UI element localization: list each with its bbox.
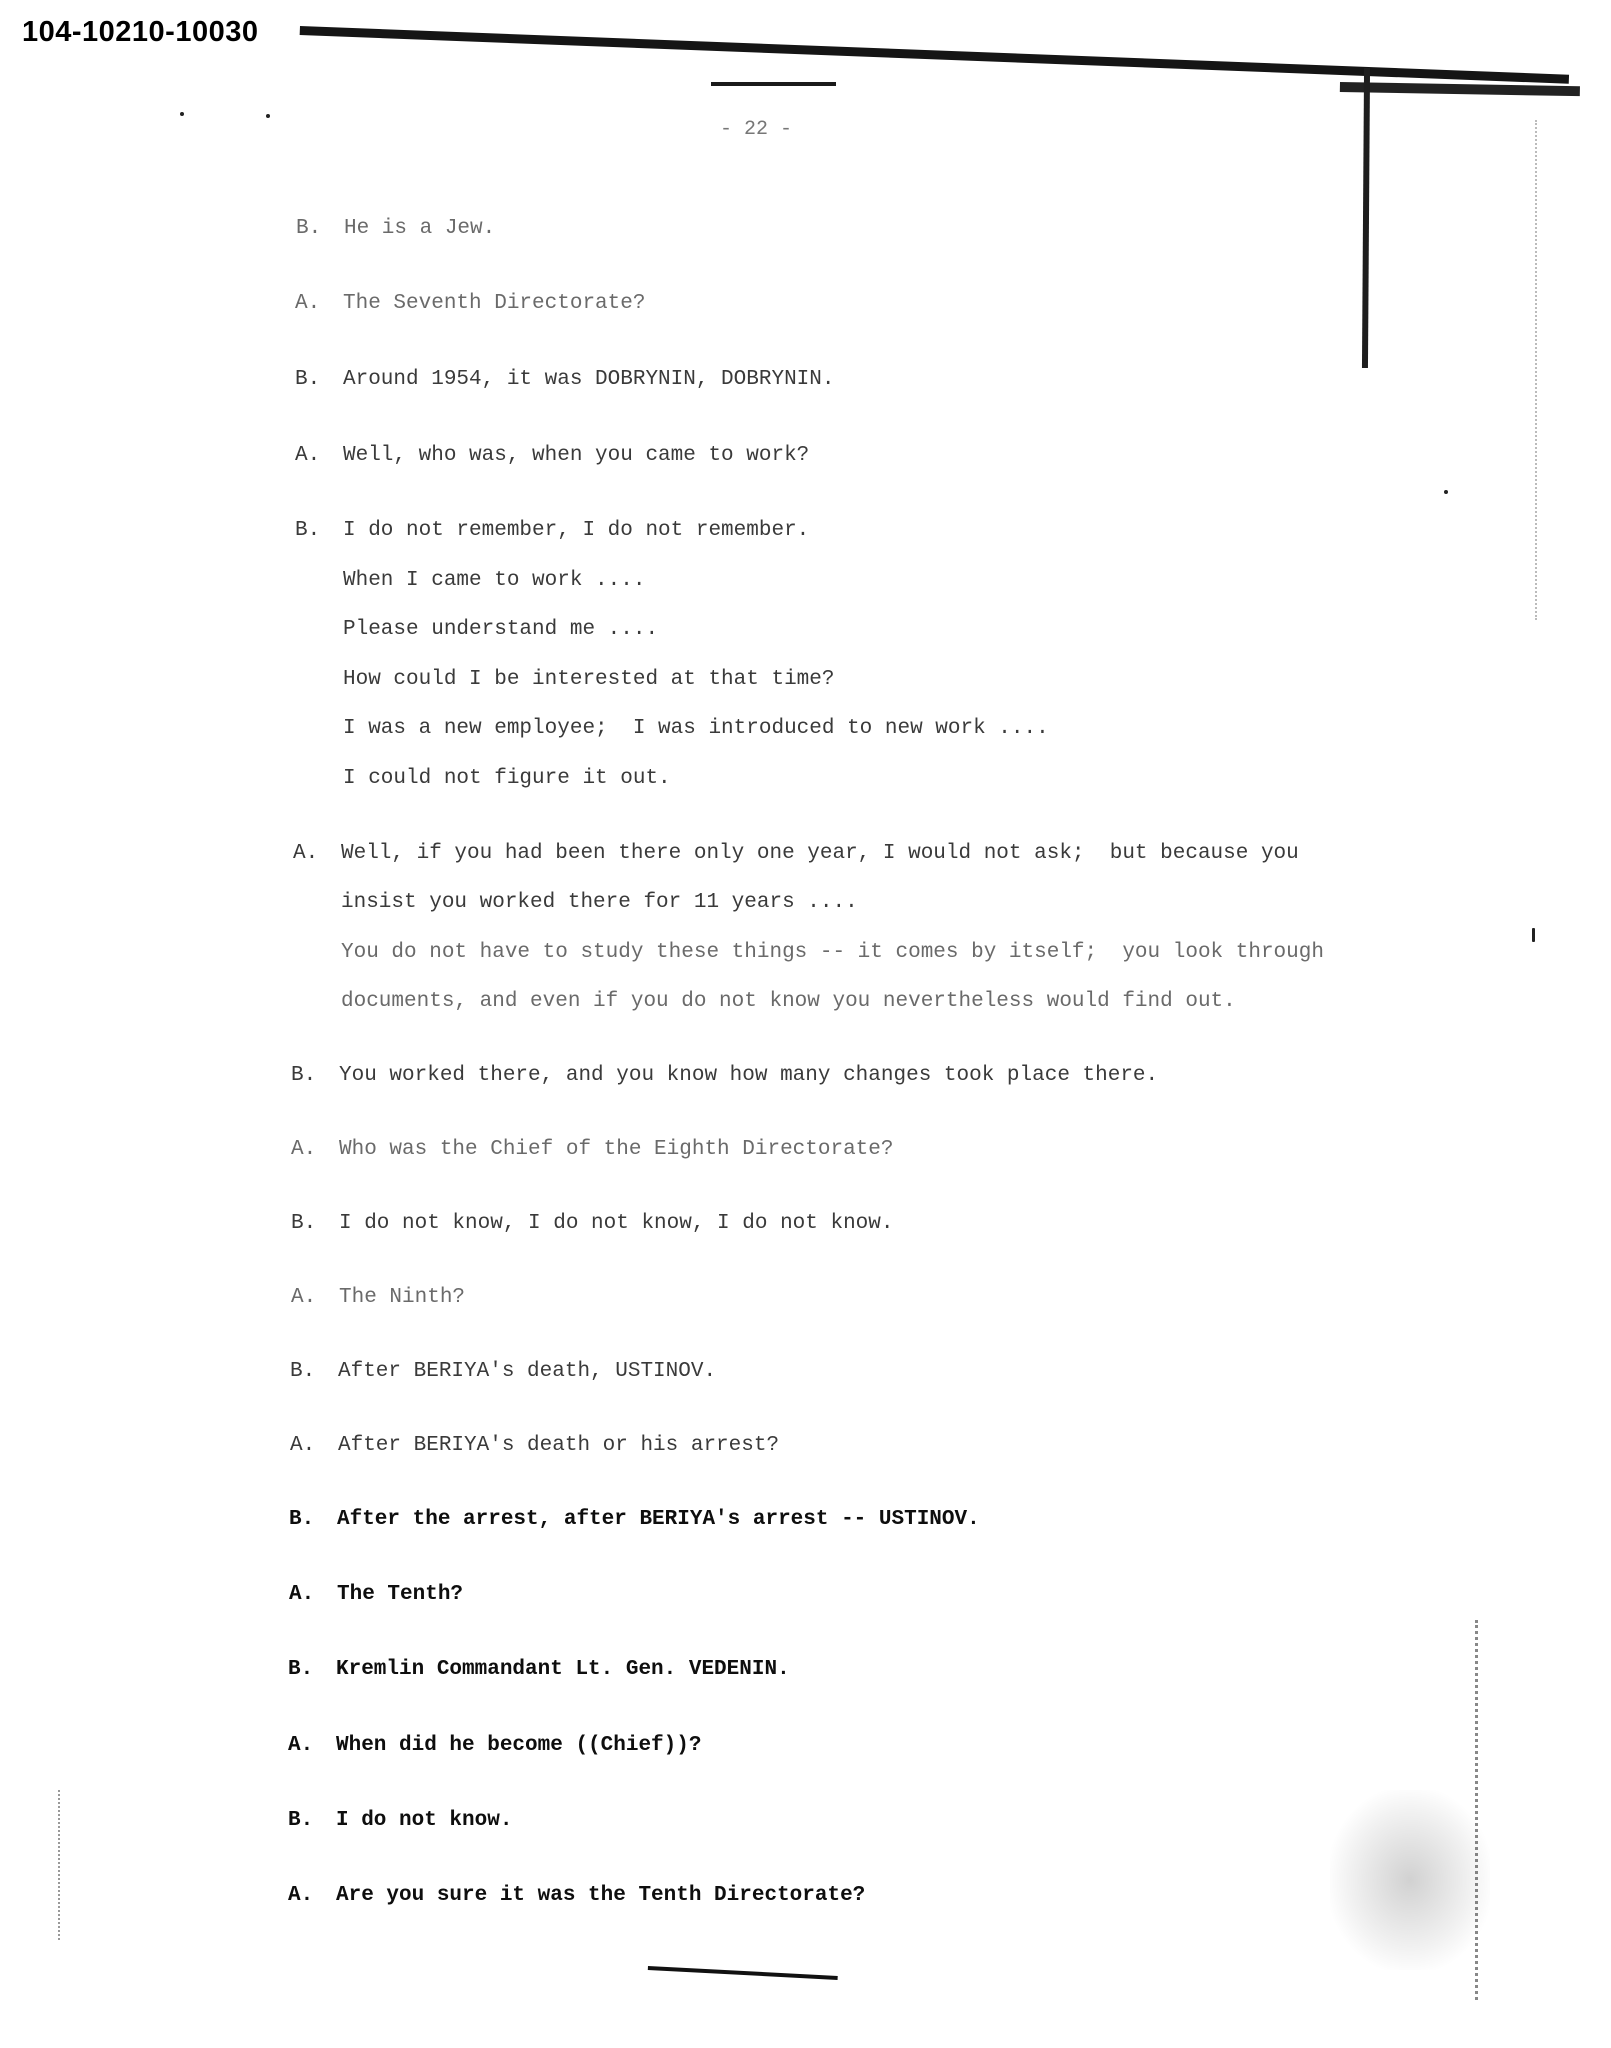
speaker-label: A. — [289, 1583, 315, 1606]
transcript-line — [295, 518, 809, 544]
speaker-label: B. — [288, 1809, 314, 1832]
transcript-line — [295, 367, 834, 393]
transcript-line — [291, 1063, 1158, 1089]
transcript-line — [290, 1433, 779, 1459]
utterance-continuation: documents, and even if you do not know you nevertheless would find out. — [341, 990, 1236, 1013]
speaker-label: A. — [288, 1734, 314, 1757]
utterance-text: After BERIYA's death or his arrest? — [338, 1434, 780, 1457]
utterance-continuation: insist you worked there for 11 years .... — [341, 891, 858, 914]
utterance-text: He is a Jew. — [344, 217, 496, 240]
speaker-label: A. — [290, 1434, 316, 1457]
speaker-label: A. — [295, 444, 321, 467]
classification-marking-bottom — [660, 1954, 800, 1984]
utterance-continuation: I was a new employee; I was introduced to new work .... — [343, 717, 1049, 740]
scan-speck — [180, 112, 184, 116]
scan-edge-artifact — [1535, 120, 1539, 620]
transcript-line — [291, 1285, 465, 1311]
utterance-continuation: Please understand me .... — [343, 618, 659, 641]
document-id: 104-10210-10030 — [22, 16, 259, 48]
transcript-line — [288, 1657, 790, 1683]
utterance-text: When did he become ((Chief))? — [336, 1734, 702, 1757]
scan-speck — [1444, 490, 1448, 494]
speaker-label: B. — [291, 1212, 317, 1235]
scan-smudge — [1330, 1790, 1490, 1970]
utterance-continuation: You do not have to study these things -- it comes by itself; you look through — [341, 941, 1324, 964]
speaker-label: B. — [290, 1360, 316, 1383]
utterance-continuation: How could I be interested at that time? — [343, 668, 835, 691]
scan-speck — [266, 114, 270, 118]
utterance-text: You worked there, and you know how many changes took place there. — [339, 1064, 1159, 1087]
utterance-text: Well, who was, when you came to work? — [343, 444, 810, 467]
speaker-label: B. — [288, 1658, 314, 1681]
transcript-line — [296, 216, 495, 242]
transcript-line — [289, 1507, 980, 1533]
speaker-label: A. — [291, 1138, 317, 1161]
transcript-line — [291, 1137, 894, 1163]
transcript-line — [295, 291, 645, 317]
utterance-text: I do not know. — [336, 1809, 513, 1832]
speaker-label: B. — [295, 519, 321, 542]
speaker-label: A. — [288, 1884, 314, 1907]
utterance-text: The Ninth? — [339, 1286, 466, 1309]
speaker-label: A. — [293, 842, 319, 865]
utterance-text: The Seventh Directorate? — [343, 292, 646, 315]
speaker-label: B. — [296, 217, 322, 240]
page-number: - 22 - — [720, 118, 793, 141]
utterance-continuation: I could not figure it out. — [343, 767, 671, 790]
transcript-line — [295, 443, 809, 469]
utterance-text: Kremlin Commandant Lt. Gen. VEDENIN. — [336, 1658, 790, 1681]
transcript-line — [288, 1808, 512, 1834]
utterance-text: After BERIYA's death, USTINOV. — [338, 1360, 717, 1383]
transcript-line — [288, 1883, 865, 1909]
utterance-text: Who was the Chief of the Eighth Directorate? — [339, 1138, 894, 1161]
transcript-line — [288, 1733, 701, 1759]
scan-speck — [1532, 928, 1535, 942]
utterance-continuation: When I came to work .... — [343, 569, 646, 592]
speaker-label: B. — [295, 368, 321, 391]
speaker-label: B. — [291, 1064, 317, 1087]
transcript-line — [290, 1359, 716, 1385]
speaker-label: A. — [291, 1286, 317, 1309]
utterance-text: Around 1954, it was DOBRYNIN, DOBRYNIN. — [343, 368, 835, 391]
transcript-line — [291, 1211, 894, 1237]
speaker-label: A. — [295, 292, 321, 315]
speaker-label: B. — [289, 1508, 315, 1531]
utterance-text: I do not remember, I do not remember. — [343, 519, 810, 542]
utterance-text: The Tenth? — [337, 1583, 464, 1606]
utterance-text: After the arrest, after BERIYA's arrest -- USTINOV. — [337, 1508, 980, 1531]
utterance-text: Are you sure it was the Tenth Directorate? — [336, 1884, 866, 1907]
utterance-text: Well, if you had been there only one year, I would not ask; but because you — [341, 842, 1299, 865]
transcript-line — [293, 841, 1299, 867]
transcript-line — [289, 1582, 463, 1608]
scan-edge-artifact — [58, 1790, 62, 1940]
utterance-text: I do not know, I do not know, I do not know. — [339, 1212, 894, 1235]
